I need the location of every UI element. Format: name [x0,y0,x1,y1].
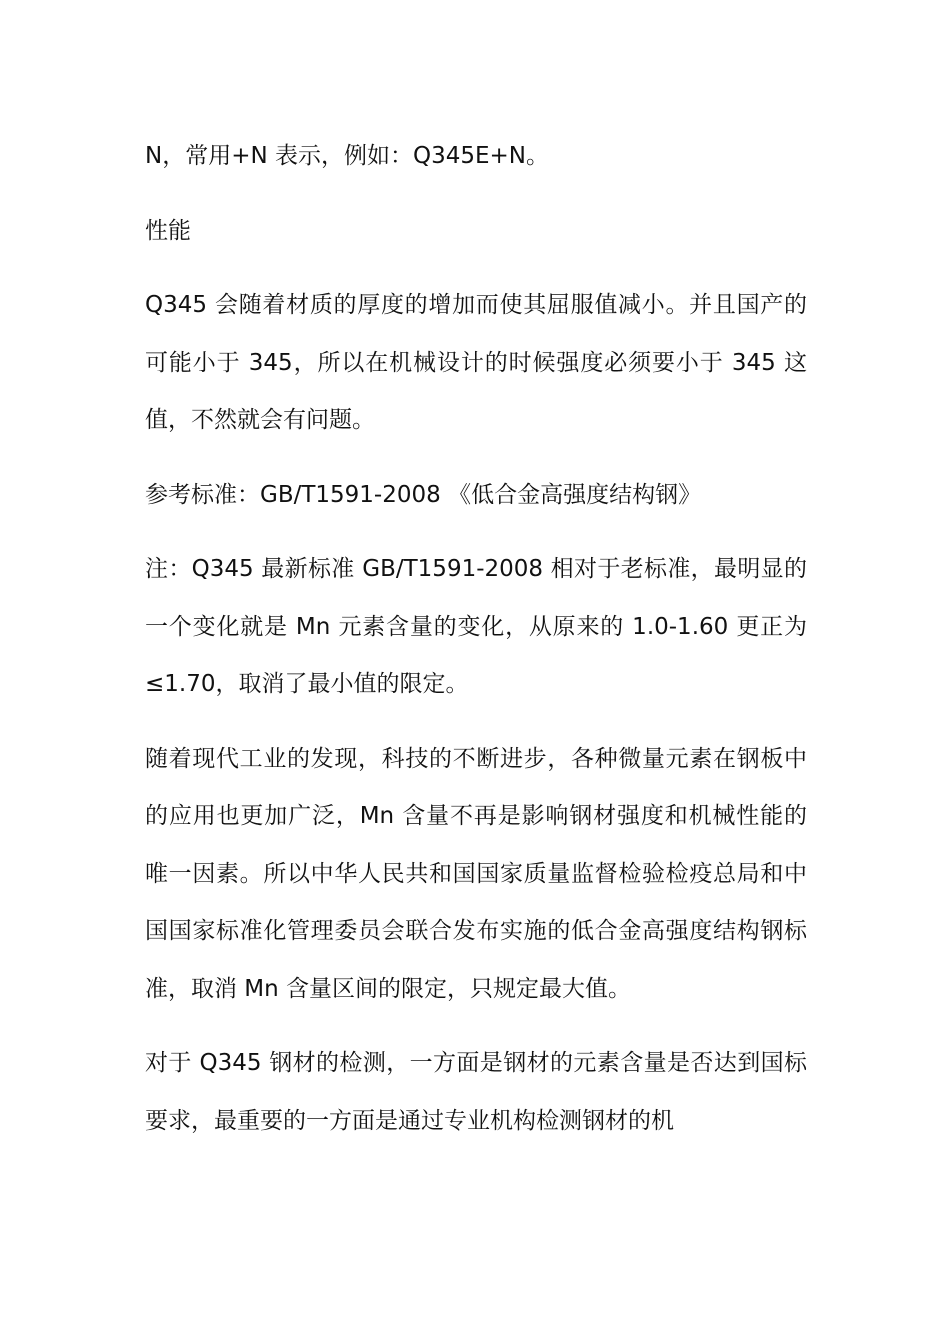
paragraph-yield-strength: Q345 会随着材质的厚度的增加而使其屈服值减小。并且国产的可能小于 345，所以在机械设计的时候强度必须要小于 345 这值，不然就会有问题。 [145,292,807,433]
paragraph-microelements: 随着现代工业的发现，科技的不断进步，各种微量元素在钢板中的应用也更加广泛，Mn 含量不再是影响钢材强度和机械性能的唯一因素。所以中华人民共和国国家质量监督检验检疫总局和中国国家标准化管理委员会联合发布实施的低合金高强度结构钢标准，取消 Mn 含量区间的限定，只规定最大值。 [145,745,807,1002]
section-heading-performance: 性能 [145,217,191,244]
document-body [145,128,807,1167]
paragraph-mn-change-note: 注：Q345 最新标准 GB/T1591-2008 相对于老标准，最明显的一个变化就是 Mn 元素含量的变化，从原来的 1.0-1.60 更正为≤1.70，取消了最小值的限定。 [145,556,807,697]
paragraph-reference-standard: 参考标准：GB/T1591-2008 《低合金高强度结构钢》 [145,481,702,508]
paragraph-testing: 对于 Q345 钢材的检测，一方面是钢材的元素含量是否达到国标要求，最重要的一方面是通过专业机构检测钢材的机 [145,1050,807,1134]
paragraph-normalizing-note: N，常用+N 表示，例如：Q345E+N。 [145,143,550,169]
